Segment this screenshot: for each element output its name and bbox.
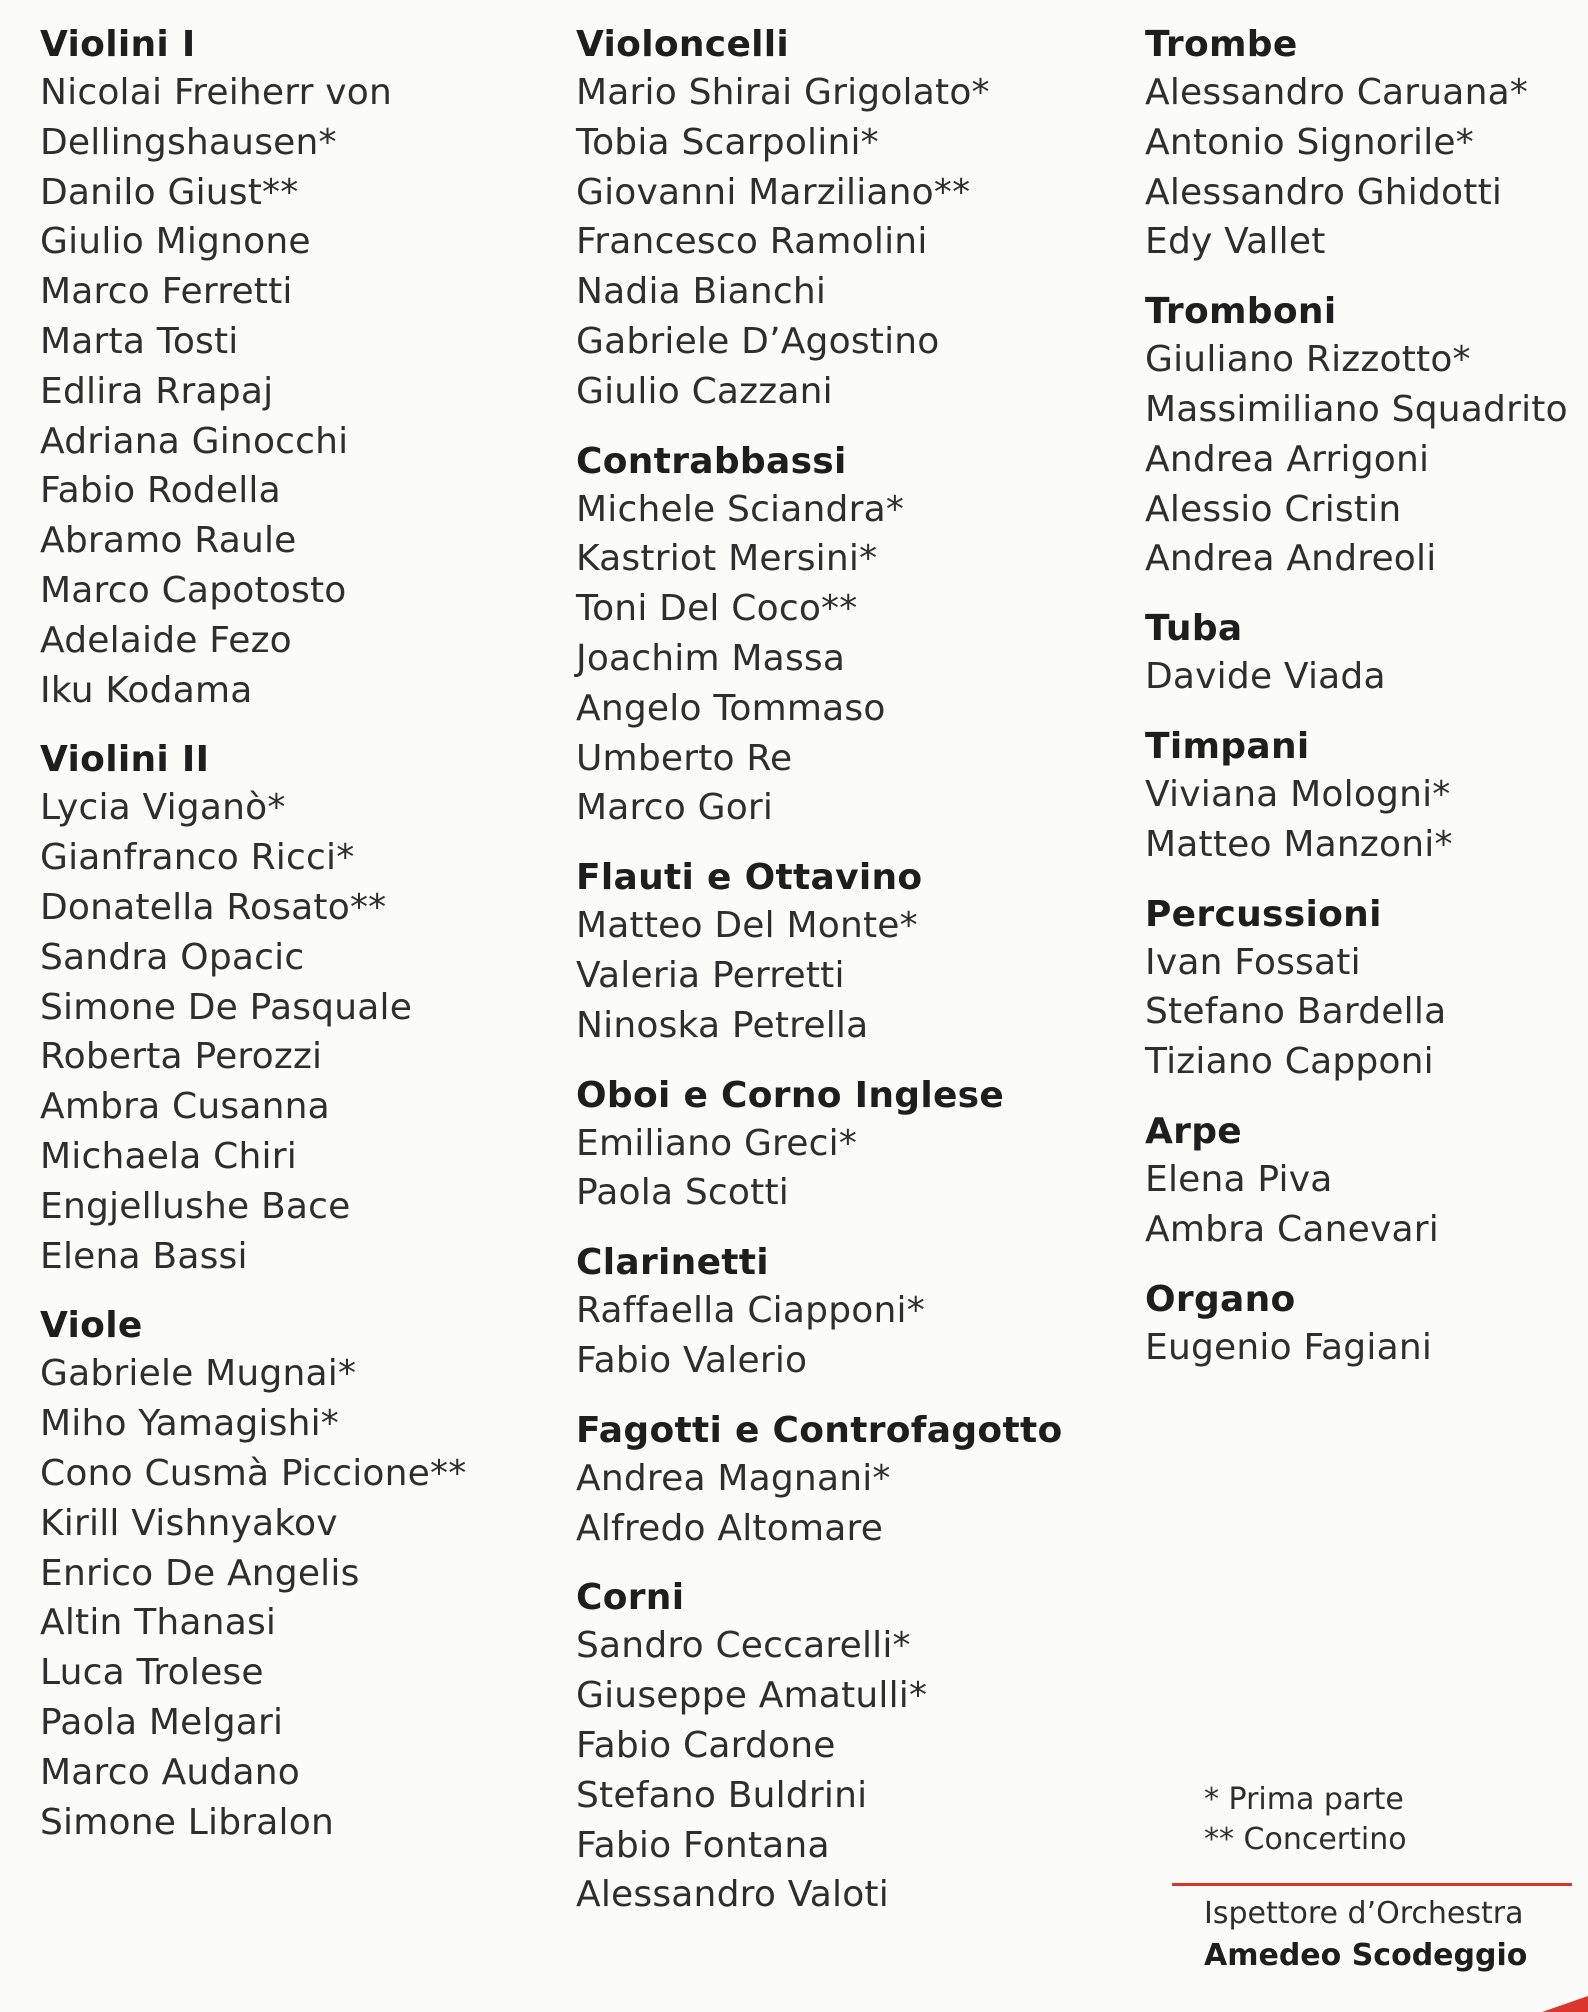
member-name: Andrea Arrigoni (1145, 438, 1430, 480)
member-name: Elena Piva (1145, 1158, 1333, 1200)
member-name: Gabriele D’Agostino (576, 320, 940, 362)
member-name: Ambra Canevari (1145, 1208, 1439, 1250)
member-name: Toni Del Coco** (576, 588, 858, 630)
member-name: Umberto Re (576, 737, 793, 779)
member-name: Cono Cusmà Piccione** (40, 1452, 467, 1494)
section (1145, 606, 1588, 702)
member-name: Iku Kodama (40, 669, 253, 711)
column-2 (576, 22, 1136, 1942)
section (1145, 1277, 1588, 1373)
member-name: Emiliano Greci* (576, 1122, 858, 1164)
section (40, 1303, 600, 1847)
inspector-divider (1172, 1883, 1572, 1886)
section-title: Fagotti e Controfagotto (576, 1409, 1063, 1451)
member-name: Paola Scotti (576, 1172, 789, 1214)
member-name: Michaela Chiri (40, 1135, 297, 1177)
member-list (576, 1454, 1136, 1554)
member-name: Miho Yamagishi* (40, 1403, 339, 1445)
member-list (576, 1621, 1136, 1920)
section-title: Tromboni (1145, 291, 1337, 333)
corner-accent (1542, 1996, 1588, 2012)
member-name: Matteo Del Monte* (576, 905, 918, 947)
member-name: Roberta Perozzi (40, 1036, 323, 1078)
member-name: Marco Gori (576, 787, 774, 829)
member-name: Gabriele Mugnai* (40, 1353, 357, 1395)
member-name: Ivan Fossati (1145, 941, 1361, 983)
member-name: Ninoska Petrella (576, 1004, 869, 1046)
member-name: Matteo Manzoni* (1145, 823, 1453, 865)
legend-first-part: * Prima parte (1204, 1782, 1404, 1817)
member-name: Viviana Mologni* (1145, 773, 1451, 815)
section-title: Tuba (1145, 608, 1243, 650)
section-title: Oboi e Corno Inglese (576, 1074, 1005, 1116)
section-title: Clarinetti (576, 1242, 769, 1284)
member-name: Fabio Cardone (576, 1724, 836, 1766)
member-name: Altin Thanasi (40, 1602, 277, 1644)
member-list (40, 1349, 600, 1847)
member-name: Andrea Magnani* (576, 1457, 891, 1499)
member-name: Giovanni Marziliano** (576, 171, 971, 213)
member-name: Simone Libralon (40, 1801, 334, 1843)
section (576, 1408, 1136, 1554)
section (1145, 724, 1588, 870)
section-title: Violini I (40, 24, 196, 65)
member-list (1145, 335, 1588, 584)
member-name: Antonio Signorile* (1145, 121, 1474, 163)
inspector-role: Ispettore d’Orchestra (1204, 1896, 1524, 1931)
member-name: Ambra Cusanna (40, 1086, 330, 1128)
inspector-block (1204, 1893, 1527, 1977)
member-list (1145, 68, 1588, 267)
member-name: Fabio Fontana (576, 1824, 830, 1866)
member-name: Tobia Scarpolini* (576, 121, 879, 163)
member-name: Abramo Raule (40, 520, 297, 562)
member-name: Fabio Rodella (40, 470, 281, 512)
member-name: Raffaella Ciapponi* (576, 1290, 925, 1332)
section-title: Violini II (40, 739, 210, 781)
column-3 (1145, 22, 1588, 1394)
member-name: Sandra Opacic (40, 936, 305, 978)
section-title: Corni (576, 1577, 685, 1619)
member-name: Sandro Ceccarelli* (576, 1625, 911, 1667)
member-name: Tiziano Capponi (1145, 1041, 1434, 1083)
section-title: Contrabbassi (576, 440, 847, 482)
member-list (1145, 1323, 1588, 1373)
member-name: Fabio Valerio (576, 1339, 808, 1381)
member-list (40, 783, 600, 1281)
member-name: Alessandro Caruana* (1145, 72, 1529, 113)
member-name: Stefano Buldrini (576, 1774, 868, 1816)
member-name: Alessandro Valoti (576, 1874, 889, 1916)
section (576, 439, 1136, 834)
member-list (576, 1286, 1136, 1386)
member-list (576, 901, 1136, 1050)
member-name: Giulio Mignone (40, 221, 311, 263)
member-name: Enrico De Angelis (40, 1552, 360, 1594)
member-name: Marco Audano (40, 1751, 300, 1793)
section-title: Violoncelli (576, 24, 790, 65)
member-name: Valeria Perretti (576, 954, 845, 996)
section (1145, 22, 1588, 267)
section (40, 737, 600, 1281)
member-name: Giuseppe Amatulli* (576, 1675, 928, 1717)
member-name: Donatella Rosato** (40, 886, 387, 928)
member-name: Adelaide Fezo (40, 619, 292, 661)
column-1 (40, 22, 600, 1869)
member-name: Adriana Ginocchi (40, 420, 349, 462)
section (1145, 892, 1588, 1087)
member-name: Giuliano Rizzotto* (1145, 339, 1471, 381)
member-name: Simone De Pasquale (40, 986, 413, 1028)
member-list (576, 485, 1136, 834)
member-list (1145, 652, 1588, 702)
member-name: Luca Trolese (40, 1652, 264, 1694)
member-name: Joachim Massa (576, 637, 846, 679)
section-title: Organo (1145, 1278, 1296, 1320)
member-name: Alessio Cristin (1145, 488, 1402, 530)
member-name: Marco Ferretti (40, 271, 293, 313)
member-name: Nicolai Freiherr von (40, 72, 393, 113)
member-name: Nadia Bianchi (576, 271, 827, 313)
member-list (1145, 770, 1588, 870)
member-name: Andrea Andreoli (1145, 538, 1437, 580)
member-name: Kastriot Mersini* (576, 538, 878, 580)
section (576, 1575, 1136, 1920)
member-list (576, 68, 1136, 417)
member-name: Paola Melgari (40, 1701, 284, 1743)
member-name: Giulio Cazzani (576, 370, 833, 412)
member-list (576, 1119, 1136, 1219)
member-name: Marta Tosti (40, 320, 239, 362)
member-name: Kirill Vishnyakov (40, 1502, 338, 1544)
member-name: Alfredo Altomare (576, 1507, 884, 1549)
member-name: Edy Vallet (1145, 221, 1326, 263)
section-title: Arpe (1145, 1110, 1243, 1152)
inspector-name: Amedeo Scodeggio (1204, 1938, 1528, 1973)
member-name: Davide Viada (1145, 656, 1386, 698)
member-list (1145, 938, 1588, 1087)
member-name: Francesco Ramolini (576, 221, 928, 263)
member-name: Michele Sciandra* (576, 488, 905, 530)
member-name: Mario Shirai Grigolato* (576, 72, 990, 113)
section (1145, 289, 1588, 584)
section-title: Percussioni (1145, 893, 1382, 935)
member-name: Edlira Rrapaj (40, 370, 274, 412)
member-name: Elena Bassi (40, 1235, 248, 1277)
section (40, 22, 600, 715)
section (576, 22, 1136, 417)
member-list (1145, 1155, 1588, 1255)
section (1145, 1109, 1588, 1255)
member-name: Eugenio Fagiani (1145, 1326, 1433, 1368)
member-name: Lycia Viganò* (40, 787, 286, 829)
section (576, 855, 1136, 1050)
member-name: Angelo Tommaso (576, 687, 886, 729)
member-name: Massimiliano Squadrito (1145, 388, 1568, 430)
member-name: Danilo Giust** (40, 171, 299, 213)
member-list (40, 68, 600, 715)
section-title: Trombe (1145, 24, 1298, 65)
section-title: Viole (40, 1305, 143, 1347)
section-title: Timpani (1145, 725, 1310, 767)
section-title: Flauti e Ottavino (576, 857, 923, 899)
member-name: Gianfranco Ricci* (40, 837, 355, 879)
legend-concertino: ** Concertino (1204, 1822, 1407, 1857)
section (576, 1073, 1136, 1219)
member-name: Stefano Bardella (1145, 991, 1447, 1033)
member-name: Marco Capotosto (40, 569, 347, 611)
member-name: Engjellushe Bace (40, 1185, 351, 1227)
member-name: Dellingshausen* (40, 121, 337, 163)
legend (1204, 1780, 1407, 1860)
section (576, 1240, 1136, 1386)
member-name: Alessandro Ghidotti (1145, 171, 1503, 213)
